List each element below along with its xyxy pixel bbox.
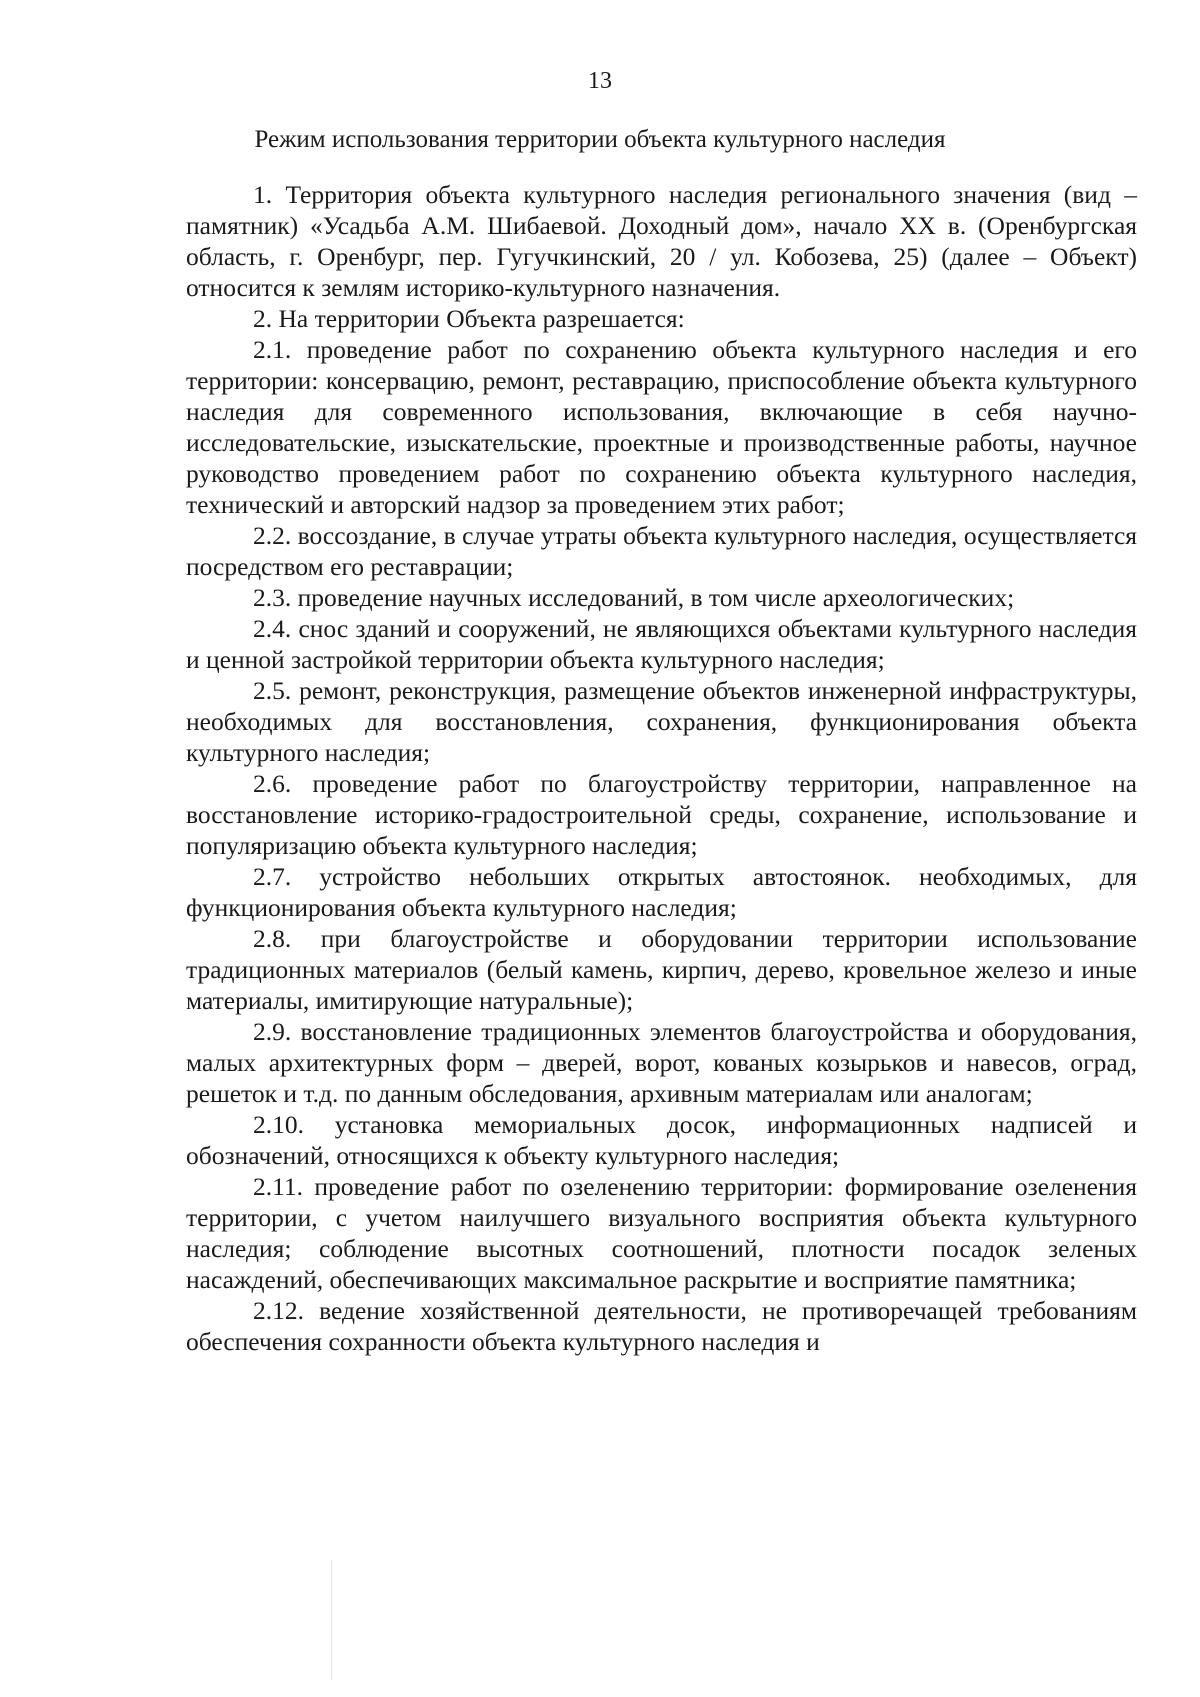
paragraph-1: 1. Территория объекта культурного наследия регионального значения (вид – памятник) «Усадьба А.М. Шибаевой. Доходный дом», начало XX в. (Оренбургская область, г. Оренбург, пер. Гугучкинский, 20 / ул. Кобозева, 25) (далее – Объект) относится к землям историко-культурного назначения. [186,180,1137,302]
scan-artifact-line [331,1560,332,1680]
paragraph-2-2: 2.2. воссоздание, в случае утраты объекта культурного наследия, осуществляется посредством его реставрации; [186,521,1137,581]
paragraph-2-11: 2.11. проведение работ по озеленению территории: формирование озеленения территории, с учетом наилучшего визуального восприятия объекта культурного наследия; соблюдение высотных соотношений, плотности посадок зеленых насаждений, обеспечивающих максимальное раскрытие и восприятие памятника; [186,1172,1137,1294]
paragraph-2-4: 2.4. снос зданий и сооружений, не являющихся объектами культурного наследия и ценной застройкой территории объекта культурного наследия; [186,614,1137,674]
page-number: 13 [588,68,612,94]
paragraph-2-5: 2.5. ремонт, реконструкция, размещение объектов инженерной инфраструктуры, необходимых для восстановления, сохранения, функционирования объекта культурного наследия; [186,676,1137,767]
document-body [186,179,1137,1357]
paragraph-2: 2. На территории Объекта разрешается: [253,304,685,333]
paragraph-2-10: 2.10. установка мемориальных досок, информационных надписей и обозначений, относящихся к объекту культурного наследия; [186,1110,1137,1170]
paragraph-2-8: 2.8. при благоустройстве и оборудовании территории использование традиционных материалов (белый камень, кирпич, дерево, кровельное железо и иные материалы, имитирующие натуральные); [186,924,1137,1015]
paragraph-2-3: 2.3. проведение научных исследований, в том числе археологических; [253,583,1015,612]
paragraph-2-7: 2.7. устройство небольших открытых автостоянок. необходимых, для функционирования объекта культурного наследия; [186,862,1137,922]
paragraph-2-6: 2.6. проведение работ по благоустройству территории, направленное на восстановление историко-градостроительной среды, сохранение, использование и популяризацию объекта культурного наследия; [186,769,1137,860]
paragraph-2-9: 2.9. восстановление традиционных элементов благоустройства и оборудования, малых архитектурных форм – дверей, ворот, кованых козырьков и навесов, оград, решеток и т.д. по данным обследования, архивным материалам или аналогам; [186,1017,1137,1108]
document-title: Режим использования территории объекта культурного наследия [254,126,946,153]
paragraph-2-1: 2.1. проведение работ по сохранению объекта культурного наследия и его территории: консервацию, ремонт, реставрацию, приспособление объекта культурного наследия для современного использования, включающие в себя научно-исследовательские, изыскательские, проектные и производственные работы, научное руководство проведением работ по сохранению объекта культурного наследия, технический и авторский надзор за проведением этих работ; [186,335,1137,519]
paragraph-2-12: 2.12. ведение хозяйственной деятельности, не противоречащей требованиям обеспечения сохранности объекта культурного наследия и [186,1296,1137,1356]
